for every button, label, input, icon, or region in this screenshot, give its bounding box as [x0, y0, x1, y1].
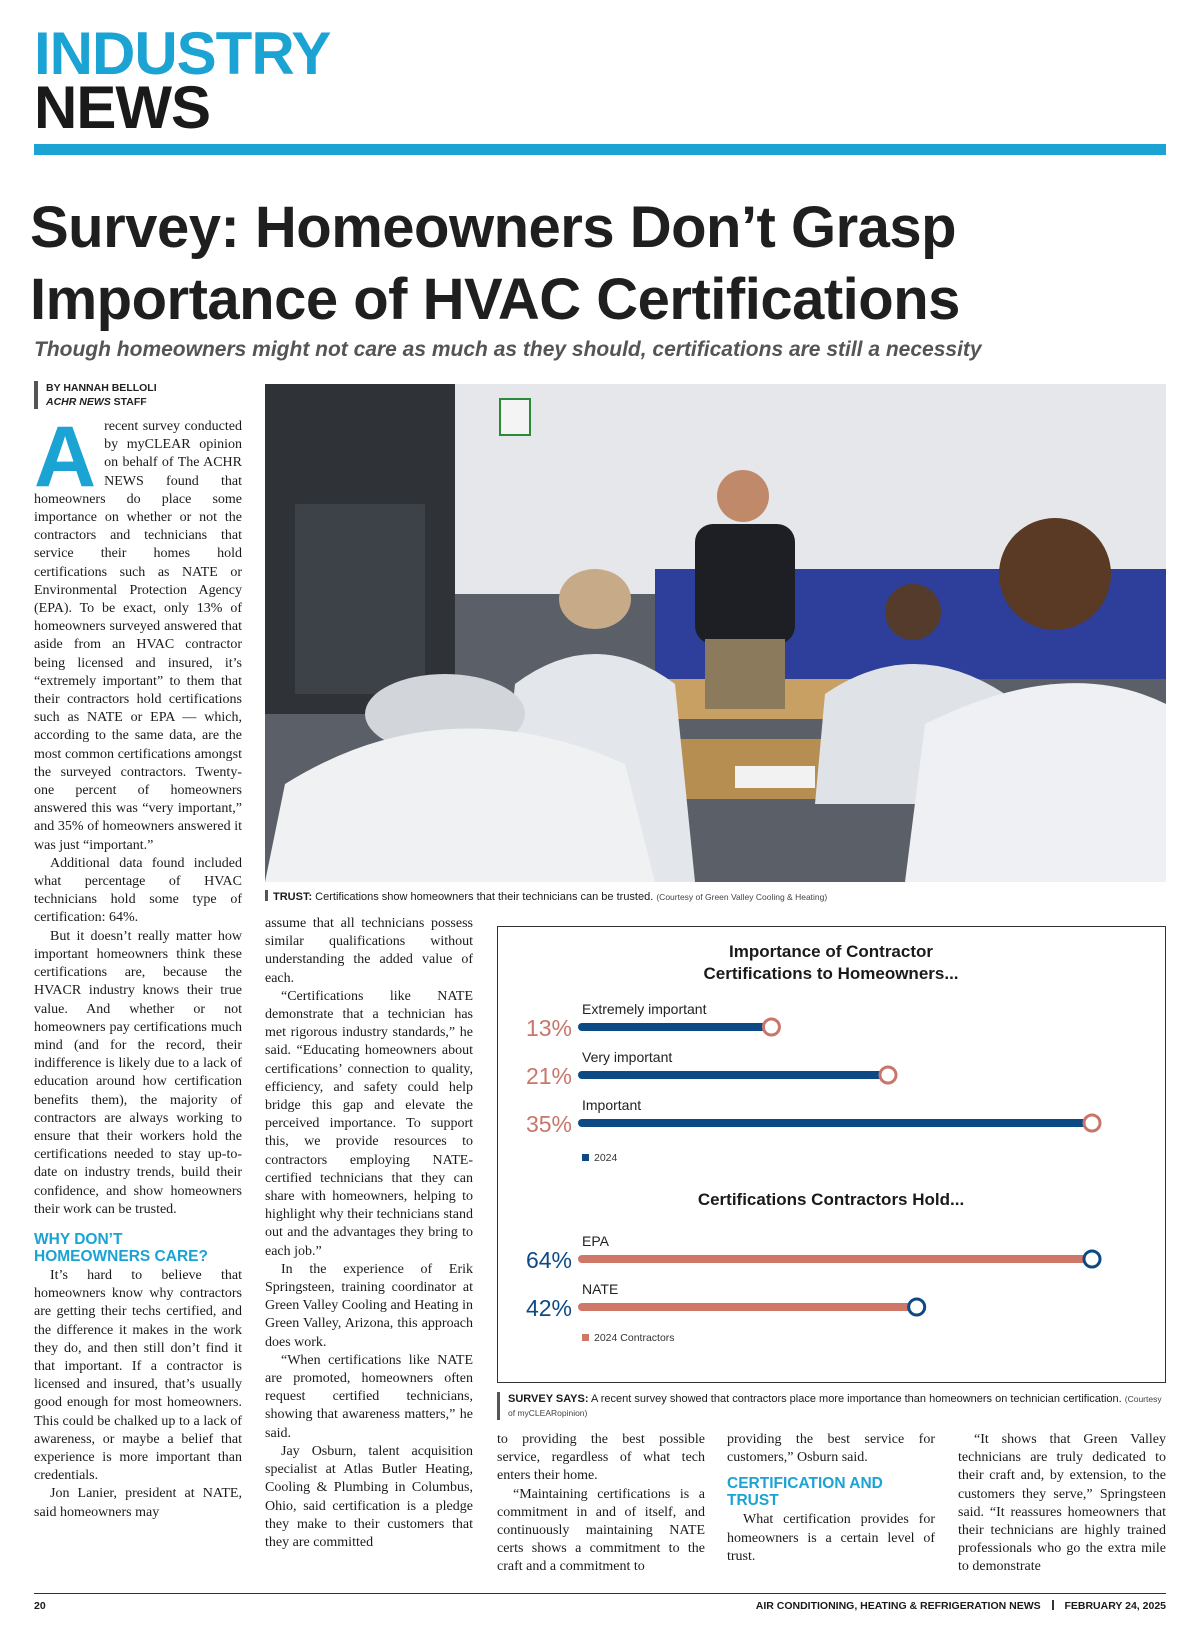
bar-end-marker [1084, 1251, 1100, 1267]
top-rule [34, 144, 1166, 155]
footer-separator [1052, 1600, 1054, 1610]
bar-end-marker [763, 1019, 779, 1035]
paragraph: Jay Osburn, talent acquisition specialist at Atlas Butler Heating, Cooling & Plumbing in Columbus, Ohio, said certification is a pledge they make to their customers that they are committed [265, 1443, 473, 1550]
bar-category-label: Very important [582, 1049, 673, 1065]
article-column-5 [958, 1431, 1166, 1577]
paragraph: “It shows that Green Valley technicians are truly dedicated to their craft and, by extension, to the customers they serve,” Springsteen said. “It reassures homeowners that their technicians are highly trained professionals who go the extra mile to demonstrate [958, 1432, 1166, 1575]
deck: Though homeowners might not care as much as they should, certifications are still a necessity [34, 338, 982, 361]
footer-publication: AIR CONDITIONING, HEATING & REFRIGERATION NEWS [755, 1600, 1041, 1612]
paragraph: “When certifications like NATE are promoted, homeowners often request certified technicians, showing that awareness matters,” he said. [265, 1352, 473, 1441]
subhead-why: WHY DON’T HOMEOWNERS CARE? [34, 1230, 208, 1265]
caption-bar [265, 890, 268, 901]
bar-end-marker [880, 1067, 896, 1083]
paragraph: It’s hard to believe that homeowners know why contractors are getting their techs certified, and the difference it makes in the work they do, and then still don’t find it that important. If a contractor is licensed and insured, that’s usually good enough for most homeowners. This could be chalked up to a lack of awareness, or maybe a belief that experience is more important than credentials. [34, 1267, 242, 1484]
page-number: 20 [34, 1600, 46, 1612]
footer-info [756, 1600, 1166, 1612]
caption-label: SURVEY SAYS: [508, 1393, 589, 1405]
byline-publication: ACHR NEWS [46, 396, 111, 408]
legend-swatch [582, 1154, 589, 1161]
legend-swatch [582, 1334, 589, 1341]
paragraph: providing the best service for customers,” Osburn said. [727, 1432, 935, 1466]
paragraph: “Maintaining certifications is a commitment in and of itself, and continuously maintaining NATE certs shows a commitment to the craft and a commitment to [497, 1486, 705, 1575]
photo-caption [265, 890, 1166, 904]
legend-label: 2024 [594, 1152, 618, 1164]
legend-label: 2024 Contractors [594, 1332, 675, 1344]
survey-chart-svg [498, 927, 1164, 1381]
bar-value-label: 42% [525, 1295, 572, 1321]
headline: Survey: Homeowners Don’t Grasp Importance of HVAC Certifications [30, 195, 960, 332]
bar-value-label: 21% [525, 1063, 572, 1089]
chart-title: Certifications Contractors Hold... [697, 1190, 965, 1209]
paragraph: Jon Lanier, president at NATE, said homeowners may [34, 1486, 242, 1520]
caption-credit: (Courtesy of myCLEARopinion) [508, 1394, 1162, 1418]
bar-value-label: 64% [525, 1247, 572, 1273]
paragraph: to providing the best possible service, regardless of what tech enters their home. [497, 1432, 705, 1484]
paragraph: Additional data found included what percentage of HVAC technicians hold some type of certification: 64%. [34, 855, 242, 926]
photo-illustration [265, 384, 1166, 882]
bar-category-label: Extremely important [582, 1001, 707, 1017]
survey-chart [497, 926, 1166, 1383]
paragraph: recent survey conducted by myCLEAR opinion on behalf of The ACHR NEWS found that homeowners do place some importance on whether or not the contractors and technicians that service their homes hold certifications such as NATE or Environmental Protection Agency (EPA). To be exact, only 13% of homeowners surveyed answered that aside from an HVAC contractor being licensed and insured, it’s “extremely important” to them that their contractors hold certifications such as NATE or EPA — which, according to the same data, are the most common certifications amongst the surveyed contractors. Twenty-one percent of homeowners answered this was “very important,” and 35% of homeowners answered it was just “important.” [34, 419, 242, 853]
caption-text: A recent survey showed that contractors place more importance than homeowners on technician certification. [588, 1393, 1122, 1405]
byline-author: BY HANNAH BELLOLI [46, 382, 157, 394]
chart-title: Certifications to Homeowners... [703, 964, 959, 983]
chart-caption [497, 1392, 1166, 1420]
article-column-4 [727, 1431, 935, 1566]
bar-end-marker [909, 1299, 925, 1315]
bar-end-marker [1084, 1115, 1100, 1131]
bar-category-label: Important [582, 1097, 642, 1113]
chart-title: Importance of Contractor [728, 942, 934, 961]
byline-staff-suffix: STAFF [110, 396, 147, 408]
byline-staff [46, 395, 246, 409]
paragraph: In the experience of Erik Springsteen, training coordinator at Green Valley Cooling and Heating in Green Valley, Arizona, this approach does work. [265, 1261, 473, 1350]
paragraph: “Certifications like NATE demonstrate that a technician has met rigorous industry standards,” he said. “Educating homeowners about certifications’ connection to quality, efficiency, and safety could help bridge this gap and elevate the perceived importance. To support this, we provide resources to contractors employing NATE-certified technicians that they can share with homeowners, helping to highlight why their technicians stand out and the advantages they bring to each job.” [265, 988, 473, 1259]
bar-category-label: NATE [582, 1281, 619, 1297]
caption-text: Certifications show homeowners that their technicians can be trusted. [312, 891, 654, 903]
footer-rule [34, 1593, 1166, 1594]
section-title-news: NEWS [34, 74, 210, 141]
bar-category-label: EPA [582, 1233, 609, 1249]
bar-value-label: 13% [525, 1015, 572, 1041]
paragraph: But it doesn’t really matter how important homeowners think these certifications are, because the HVACR industry knows their true value. And whether or not homeowners pay certifications much mind (and for the record, their indifference is likely due to a lack of education around how certification benefits them), the majority of contractors are always working to ensure that their workers hold the certifications needed to stay up-to-date on industry trends, build their confidence, and show homeowners their work can be trusted. [34, 928, 242, 1217]
article-column-2 [265, 915, 473, 1552]
classroom-photo [265, 384, 1166, 882]
dropcap: A [34, 409, 97, 505]
paragraph: assume that all technicians possess similar qualifications without understanding the added value of each. [265, 916, 473, 986]
caption-credit: (Courtesy of Green Valley Cooling & Heating) [656, 892, 828, 902]
article-column-1 [34, 409, 242, 1522]
caption-label: TRUST: [273, 891, 313, 903]
paragraph: What certification provides for homeowners is a certain level of trust. [727, 1512, 935, 1564]
article-column-3 [497, 1431, 705, 1577]
byline [34, 381, 246, 409]
section-title-industry: INDUSTRY [34, 20, 331, 87]
footer-date: FEBRUARY 24, 2025 [1064, 1600, 1166, 1612]
subhead-trust: CERTIFICATION AND TRUST [727, 1475, 883, 1510]
bar-value-label: 35% [525, 1111, 572, 1137]
